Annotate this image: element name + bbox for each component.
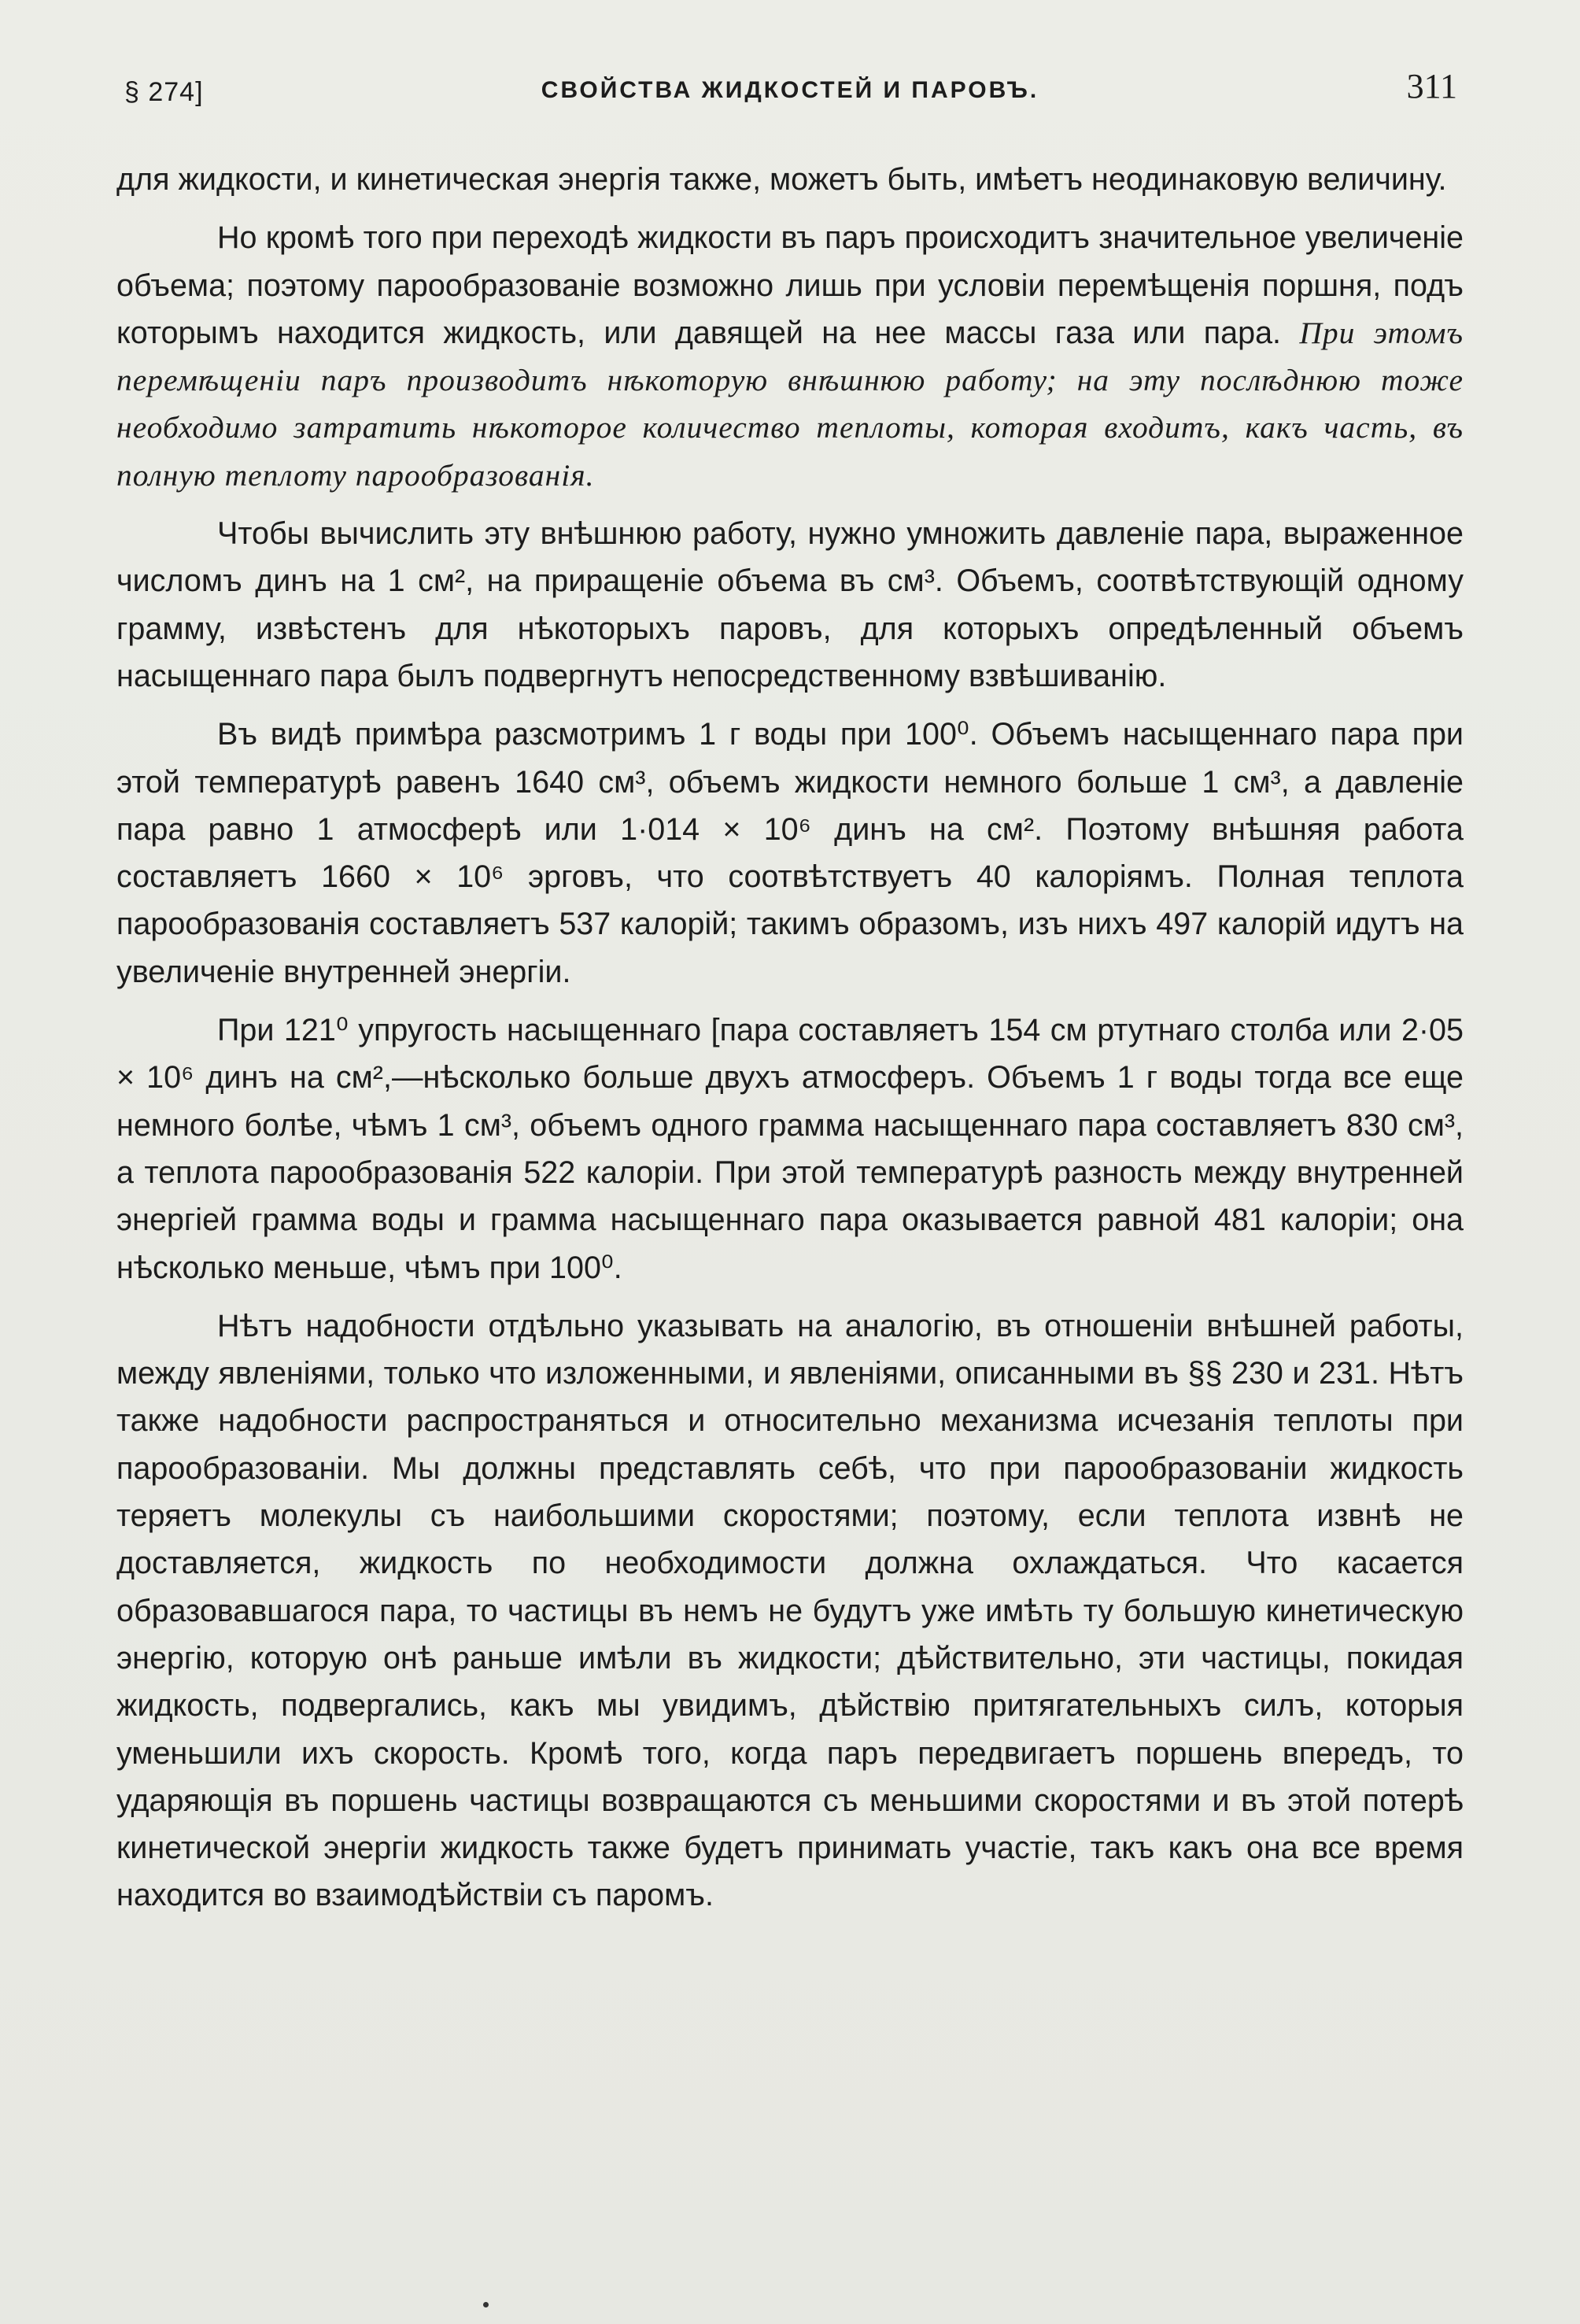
paragraph-text: Въ видѣ примѣра разсмотримъ 1 г воды при 100⁰. Объемъ насыщеннаго пара при этой температурѣ равенъ 1640 см³, объемъ жидкости немного больше 1 см³, а давленіе пара равно 1 атмосферѣ или 1·014 × 10⁶ динъ на см². Поэтому внѣшняя работа составляетъ 1660 × 10⁶ эрговъ, что соотвѣтствуетъ 40 калоріямъ. Полная теплота парообразованія составляетъ 537 калорій; такимъ образомъ, изъ нихъ 497 калорій идутъ на увеличеніе внутренней энергіи.: [116, 717, 1464, 989]
paragraph-text: Чтобы вычислить эту внѣшнюю работу, нужно умножить давленіе пара, выраженное числомъ динъ на 1 см², на приращеніе объема въ см³. Объемъ, соотвѣтствующій одному грамму, извѣстенъ для нѣкоторыхъ паровъ, для которыхъ опредѣленный объемъ насыщеннаго пара былъ подвергнутъ непосредственному взвѣшиванію.: [116, 516, 1464, 693]
section-reference: § 274]: [124, 77, 204, 107]
running-title: СВОЙСТВА ЖИДКОСТЕЙ И ПАРОВЪ.: [541, 77, 1039, 103]
page-body: [116, 156, 1464, 1931]
paragraph-text: При 121⁰ упругость насыщеннаго [пара составляетъ 154 см ртутнаго столба или 2·05 × 10⁶ динъ на см²,—нѣсколько больше двухъ атмосферъ. Объемъ 1 г воды тогда все еще немного болѣе, чѣмъ 1 см³, объемъ одного грамма насыщеннаго пара составляетъ 830 см³, а теплота парообразованія 522 калоріи. При этой температурѣ разность между внутренней энергіей грамма воды и грамма насыщеннаго пара оказывается равной 481 калоріи; она нѣсколько меньше, чѣмъ при 100⁰.: [116, 1013, 1464, 1285]
paragraph-text: Но кромѣ того при переходѣ жидкости въ паръ происходитъ значительное увеличеніе объема; поэтому парообразованіе возможно лишь при условіи перемѣщенія поршня, подъ которымъ находится жидкость, или давящей на нее массы газа или пара.: [116, 220, 1464, 350]
print-speck: [483, 2302, 489, 2307]
italic-emphasis: При этомъ перемѣщеніи паръ производитъ нѣкоторую внѣшнюю работу; на эту послѣднюю тоже необходимо затратить нѣкоторое количество теплоты, которая входитъ, какъ часть, въ полную теплоту парообразованія.: [116, 315, 1464, 493]
paragraph: [116, 214, 1464, 499]
paragraph: [116, 510, 1464, 700]
paragraph-text: Нѣтъ надобности отдѣльно указывать на аналогію, въ отношеніи внѣшней работы, между явленіями, только что изложенными, и явленіями, описанными въ §§ 230 и 231. Нѣтъ также надобности распространяться и относительно механизма исчезанія теплоты при парообразованіи. Мы должны представлять себѣ, что при парообразованіи жидкость теряетъ молекулы съ наибольшими скоростями; поэтому, если теплота извнѣ не доставляется, жидкость по необходимости должна охлаждаться. Что касается образовавшагося пара, то частицы въ немъ не будутъ уже имѣть ту большую кинетическую энергію, которую онѣ раньше имѣли въ жидкости; дѣйствительно, эти частицы, покидая жидкость, подвергались, какъ мы увидимъ, дѣйствію притягательныхъ силъ, которыя уменьшили ихъ скорость. Кромѣ того, когда паръ передвигаетъ поршень впередъ, то ударяющія въ поршень частицы возвращаются съ меньшими скоростями и въ этой потерѣ кинетической энергіи жидкость также будетъ принимать участіе, такъ какъ она все время находится во взаимодѣйствіи съ паромъ.: [116, 1308, 1464, 1913]
paragraph: [116, 156, 1464, 203]
paragraph: [116, 711, 1464, 996]
page-number: 311: [1406, 67, 1457, 105]
paragraph: [116, 1007, 1464, 1291]
paragraph-text: для жидкости, и кинетическая энергія также, можетъ быть, имѣетъ неодинаковую величину.: [116, 162, 1447, 197]
running-header: [118, 66, 1462, 113]
paragraph: [116, 1302, 1464, 1919]
